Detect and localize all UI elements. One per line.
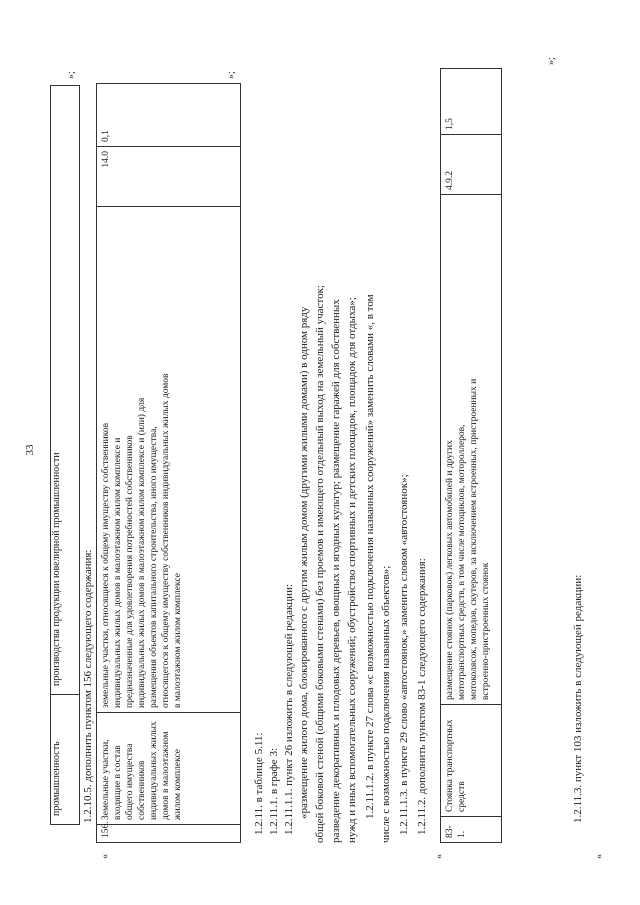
row156-number: 156. xyxy=(97,824,240,842)
row156-name: Земельные участки, входящие в состав общего имущества собственников индивидуальных жилых домов в малоэтажном жилом комплексе xyxy=(97,712,240,824)
row83-name: Стоянка транспортных средств xyxy=(441,704,501,816)
row83-code: 4.9.2 xyxy=(441,134,501,194)
row156-code: 14.0 xyxy=(97,146,240,206)
para-1-2-11-1-3: 1.2.11.1.3. в пункте 29 слово «автостоянок,» заменить словом «автостоянок»; xyxy=(398,474,410,835)
para-1-2-11-3: 1.2.11.3. пункт 103 изложить в следующей редакции: xyxy=(572,574,584,823)
row156-description: земельные участки, относящиеся к общему имуществу собственников индивидуальных жилых домов в малоэтажном жилом комплексе и предназначенные для удовлетворения потребностей собственников индивидуальных жилых домов в малоэтажном жилом комплексе и (или) для размещения объектов капитального строительства, иного имущества, относящегося к общему имуществу собственников индивидуальных жилых домов в малоэтажном жилом комплексе xyxy=(97,206,240,712)
row156-coefficient: 0,1 xyxy=(101,130,111,142)
open-quote-1: « xyxy=(100,854,111,859)
para-1-2-11-1: 1.2.11.1. в графе 3: xyxy=(268,748,280,835)
top-table-cell-category xyxy=(50,695,80,825)
open-quote-2: « xyxy=(434,854,445,859)
para-1-2-11-1-1: 1.2.11.1.1. пункт 26 изложить в следующей редакции: xyxy=(283,583,295,835)
page-number: 33 xyxy=(24,444,36,456)
top-table-cell-description xyxy=(50,85,80,695)
para-1-2-11-1-2-line-2: числе с возможностью подключения названных объектов»; xyxy=(380,565,392,843)
para-1-2-11: 1.2.11. в таблице 5.11: xyxy=(253,732,265,835)
para-26-line-2: общей боковой стеной (общими боковыми стенами) без проемов и имеющего отдельный выход на земельный участок; xyxy=(314,285,326,843)
top-table-description-text: производства продукции ювелирной промышленности xyxy=(51,452,62,686)
para-26-line-4: нужд и иных вспомогательных сооружений; обустройство спортивных и детских площадок, площадок для отдыха»; xyxy=(346,297,358,843)
row83-close-quote: »; xyxy=(546,57,557,65)
open-quote-3: « xyxy=(594,854,605,859)
row83-description: размещение стоянок (парковок) легковых автомобилей и других мототранспортных средств, в том числе мотоциклов, мотороллеров, мотоколясок, мопедов, скутеров, за исключением встроенных, пристроенных и встроенно-пристроенных стоянок xyxy=(441,194,501,704)
top-table-category-text: промышленность xyxy=(51,741,62,816)
table-row-83-1 xyxy=(440,68,502,843)
para-26-line-3: разведение декоративных и плодовых деревьев, овощных и ягодных культур; размещение гаражей для собственных xyxy=(330,299,342,843)
top-table xyxy=(50,85,80,825)
para-1-2-11-1-2-line-1: 1.2.11.1.2. в пункте 27 слова «с возможностью подключения названных сооружений» заменить словами «, в том xyxy=(364,294,376,819)
row83-coefficient: 1,5 xyxy=(445,118,455,130)
table-row-156 xyxy=(96,83,241,843)
top-table-close-quote: »; xyxy=(66,71,77,79)
rotated-content xyxy=(20,20,620,885)
row83-number: 83-1. xyxy=(441,816,501,842)
row156-close-quote: »; xyxy=(226,71,237,79)
para-1-2-10-5: 1.2.10.5. дополнить пунктом 156 следующего содержания: xyxy=(82,549,94,823)
para-1-2-11-2: 1.2.11.2. дополнить пунктом 83-1 следующего содержания: xyxy=(416,558,428,835)
para-26-line-1: «размещение жилого дома, блокированного с другим жилым домом (другими жилыми домами) в одном ряду xyxy=(298,306,310,819)
